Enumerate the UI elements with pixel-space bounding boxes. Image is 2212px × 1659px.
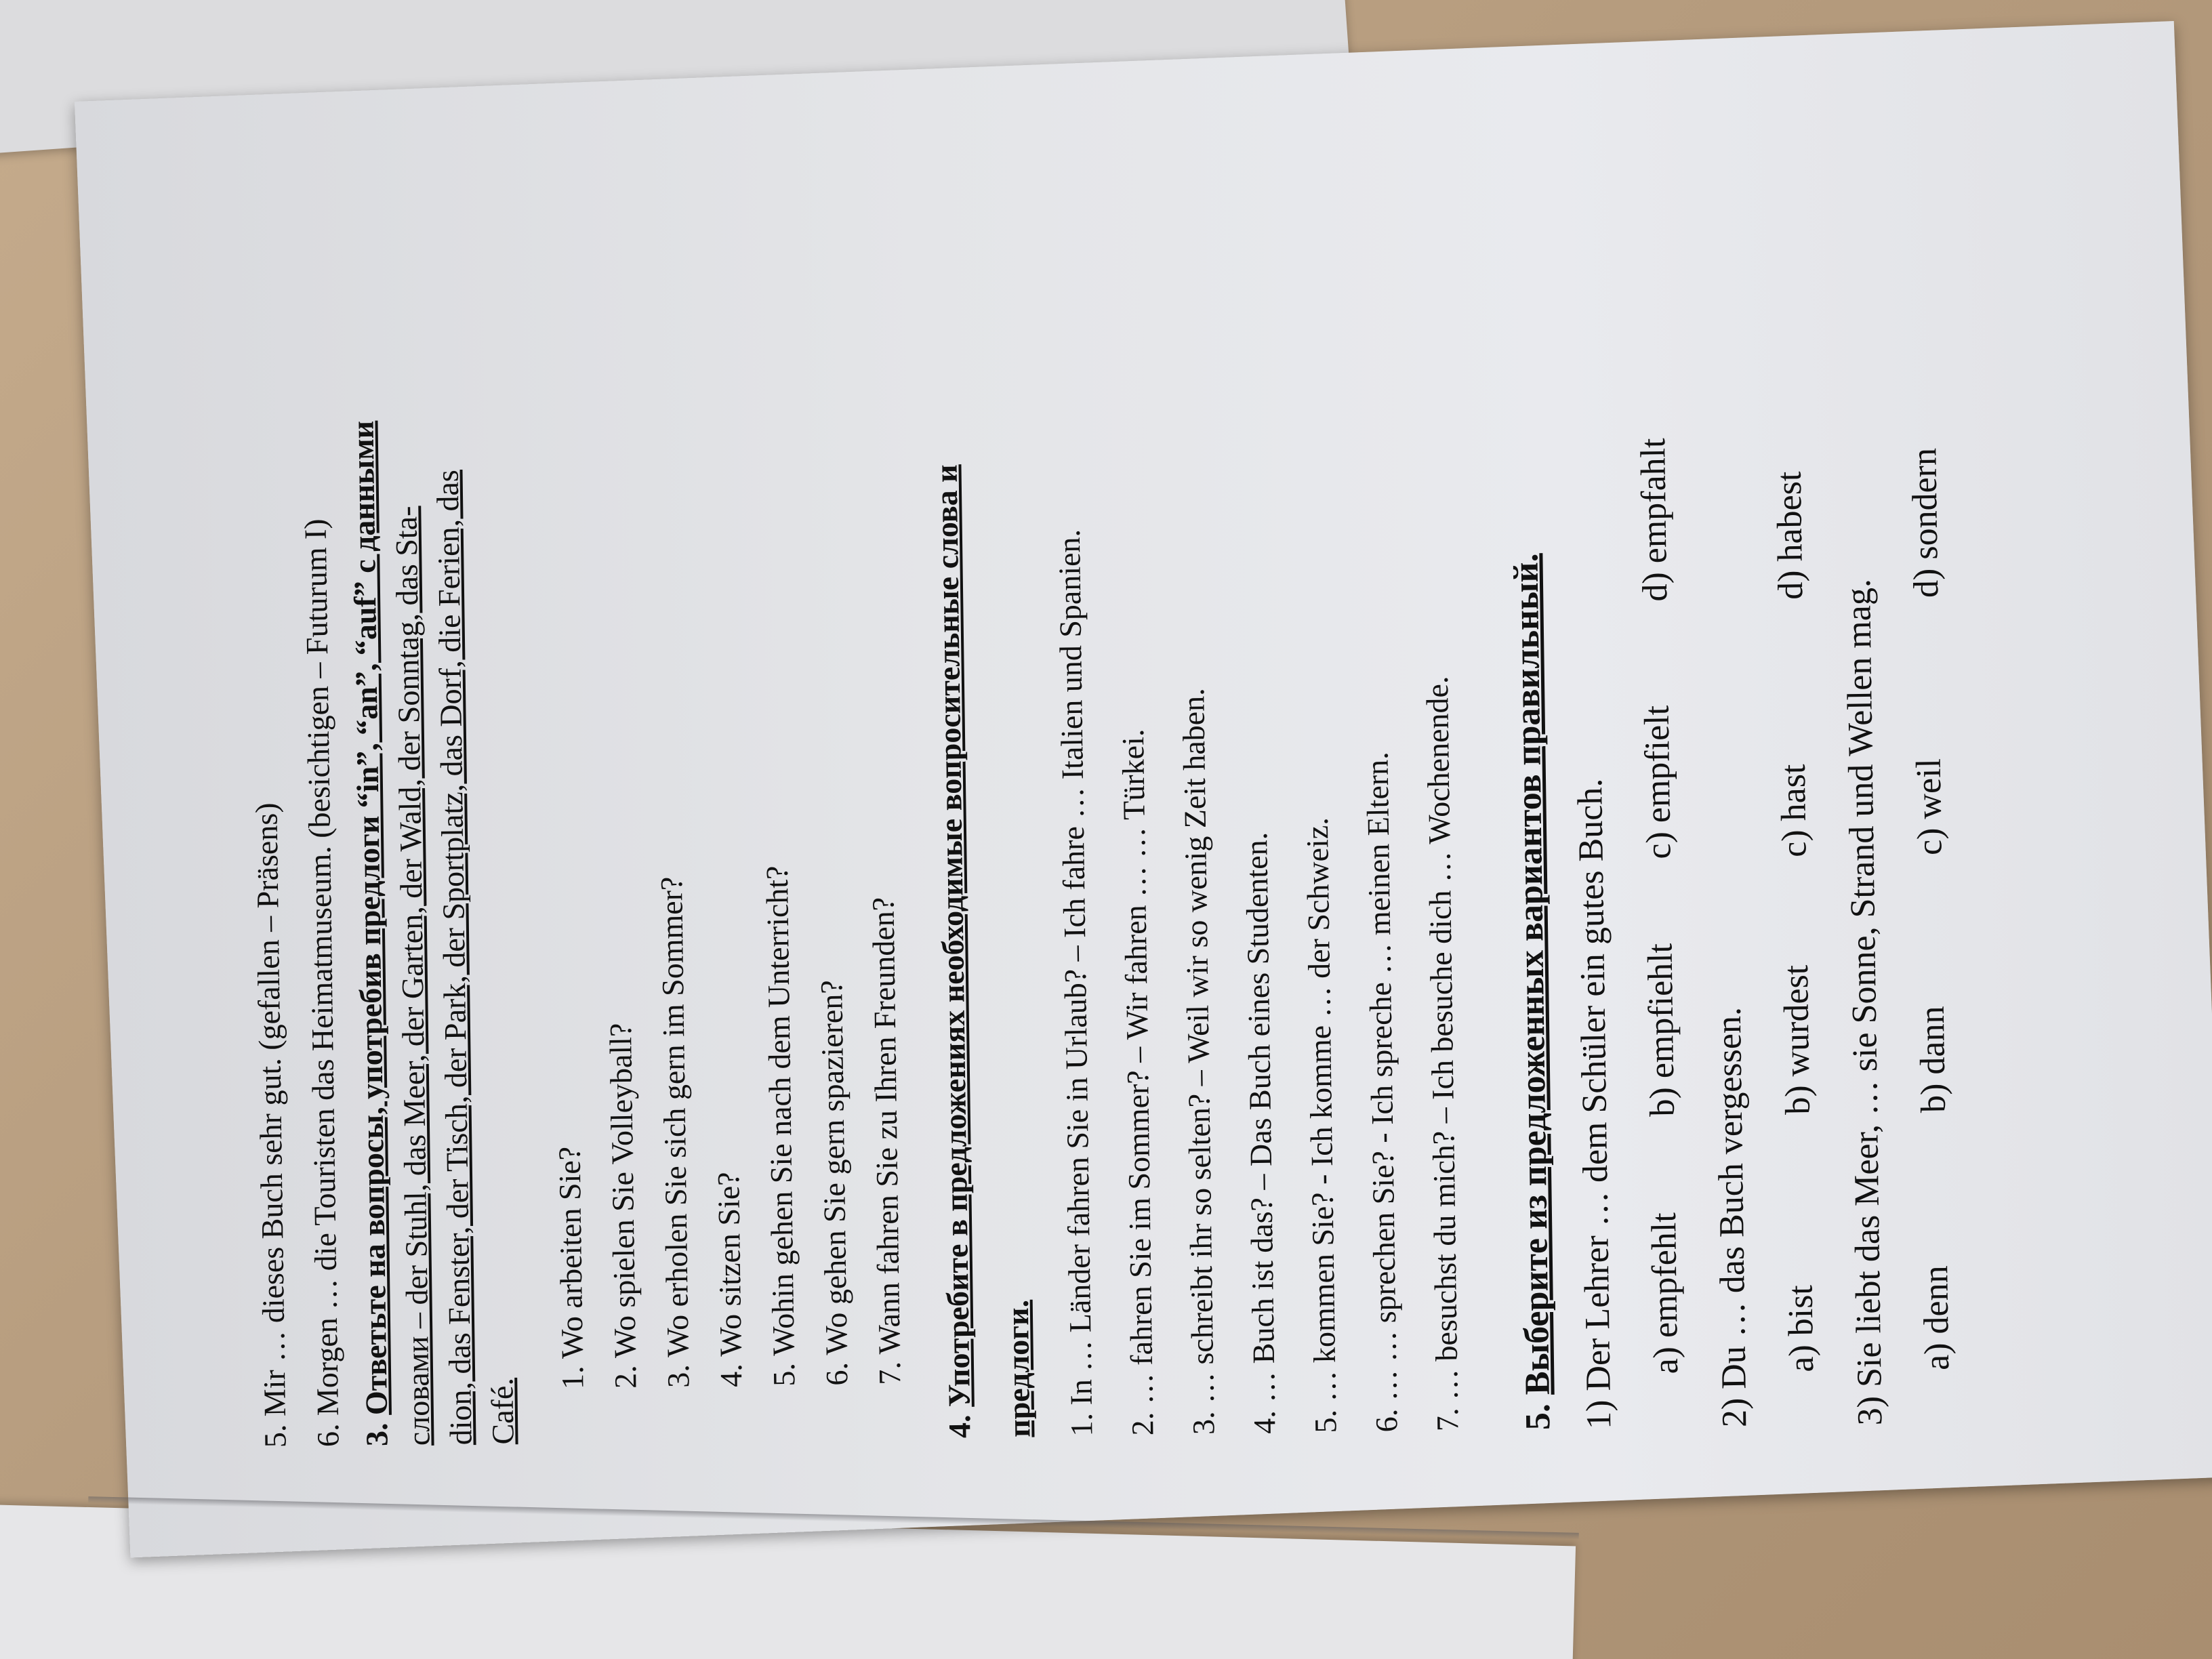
question-text: Wo spielen Sie Volleyball?: [602, 1023, 642, 1359]
section-4-sentence: 6. … … sprechen Sie? - Ich spreche … meinen Eltern.: [1359, 752, 1404, 1433]
answer-option: c) hast: [1774, 764, 1814, 858]
section-number: 4.: [942, 1414, 977, 1439]
section-3-question: [810, 980, 859, 1386]
section-3-question: [707, 1172, 754, 1387]
section-title-line: Употребите в предложениях необходимые вопросительные слова и: [928, 464, 977, 1408]
item-text: Mir … dieses Buch sehr gut. (gefallen – Präsens): [249, 802, 292, 1417]
section-5-title: [1502, 553, 1563, 1431]
section-4-sentence: 2. … fahren Sie im Sommer? – Wir fahren … … Türkei.: [1115, 729, 1160, 1436]
answer-option: b) dann: [1912, 1006, 1953, 1113]
section-3-question: [650, 876, 701, 1388]
question-text: Wohin gehen Sie nach dem Unterricht?: [759, 865, 801, 1356]
section-4-sentence: 3. … schreibt ihr so selten? – Weil wir so wenig Zeit haben.: [1176, 688, 1221, 1435]
answer-option: a) denn: [1917, 1265, 1957, 1371]
section-number: 5.: [1518, 1403, 1558, 1431]
section-4-sentence: 5. … kommen Sie? - Ich komme … der Schweiz.: [1299, 817, 1343, 1433]
section-5-question: 2) Du … das Buch vergessen.: [1709, 1006, 1755, 1428]
worksheet-text: [237, 157, 1976, 1502]
question-text: Wann fahren Sie zu Ihren Freunden?: [865, 897, 907, 1355]
section-3-question: [548, 1146, 594, 1389]
question-number: 3.: [660, 1364, 696, 1389]
question-text: Wo gehen Sie gern spazieren?: [814, 979, 854, 1355]
section-4-sentence: 1. In … Länder fahren Sie in Urlaub? – Ich fahre … Italien und Spanien.: [1051, 529, 1099, 1437]
answer-option: c) weil: [1909, 758, 1950, 856]
section-title-line: Ответьте на вопросы, употребив предлоги “in”, “an”, “auf” с данными: [345, 420, 394, 1416]
top-item-6: [293, 518, 350, 1448]
section-5-options: [1628, 344, 1692, 1374]
section-number: 3.: [359, 1422, 394, 1447]
question-number: 2.: [607, 1365, 643, 1389]
item-number: 6.: [310, 1423, 346, 1448]
section-5-options: [1899, 340, 1963, 1371]
item-text: Morgen … die Touristen das Heimatmuseum. (besichtigen – Futurum I): [298, 518, 345, 1416]
question-number: 4.: [713, 1363, 749, 1388]
section-title-line: dion, das Fenster, der Tisch, der Park, der Sportplatz, das Dorf, die Ferien, das: [430, 469, 478, 1446]
section-title-line: Café.: [485, 1377, 520, 1445]
section-3-title-line-4: [480, 1378, 525, 1445]
section-3-question: [861, 897, 912, 1385]
section-3-question: [756, 865, 806, 1387]
section-4-sentence: 4. … Buch ist das? – Das Buch eines Studenten.: [1239, 832, 1282, 1435]
answer-option: a) empfehlt: [1644, 1212, 1686, 1374]
top-item-5: [245, 802, 298, 1448]
section-5-question: 1) Der Lehrer … dem Schüler ein gutes Buch.: [1571, 778, 1619, 1430]
question-number: 1.: [554, 1366, 590, 1390]
section-5-question: 3) Sie liebt das Meer, … sie Sonne, Strand und Wellen mag.: [1839, 578, 1890, 1426]
answer-option: a) bist: [1781, 1284, 1822, 1373]
question-text: Wo sitzen Sie?: [711, 1172, 748, 1357]
answer-option: b) wurdest: [1776, 964, 1818, 1115]
question-number: 7.: [872, 1361, 907, 1385]
question-text: Wo erholen Sie sich gern im Sommer?: [653, 876, 695, 1358]
section-title-line: Выберите из предложенных вариантов правильный.: [1507, 553, 1557, 1395]
section-4-title-line-2: [996, 1300, 1042, 1438]
answer-option: d) sondern: [1905, 447, 1946, 598]
section-4-sentence: 7. … besuchst du mich? – Ich besuche dich … Wochenende.: [1419, 676, 1465, 1432]
question-number: 5.: [766, 1362, 802, 1387]
section-title-line: словами – der Stuhl, das Meer, der Garten, der Wald, der Sonntag, das Sta-: [388, 506, 436, 1446]
answer-option: c) empfielt: [1637, 705, 1679, 860]
question-text: Wo arbeiten Sie?: [552, 1146, 590, 1359]
answer-option: d) habest: [1769, 471, 1811, 600]
answer-option: b) empfiehlt: [1641, 943, 1682, 1117]
item-number: 5.: [258, 1424, 293, 1448]
section-4-title: [924, 464, 981, 1439]
section-3-question: [599, 1023, 648, 1389]
section-title-line: предлоги.: [1000, 1299, 1037, 1438]
section-5-options: [1763, 342, 1827, 1372]
question-number: 6.: [819, 1361, 855, 1386]
answer-option: d) empfahlt: [1634, 438, 1675, 602]
